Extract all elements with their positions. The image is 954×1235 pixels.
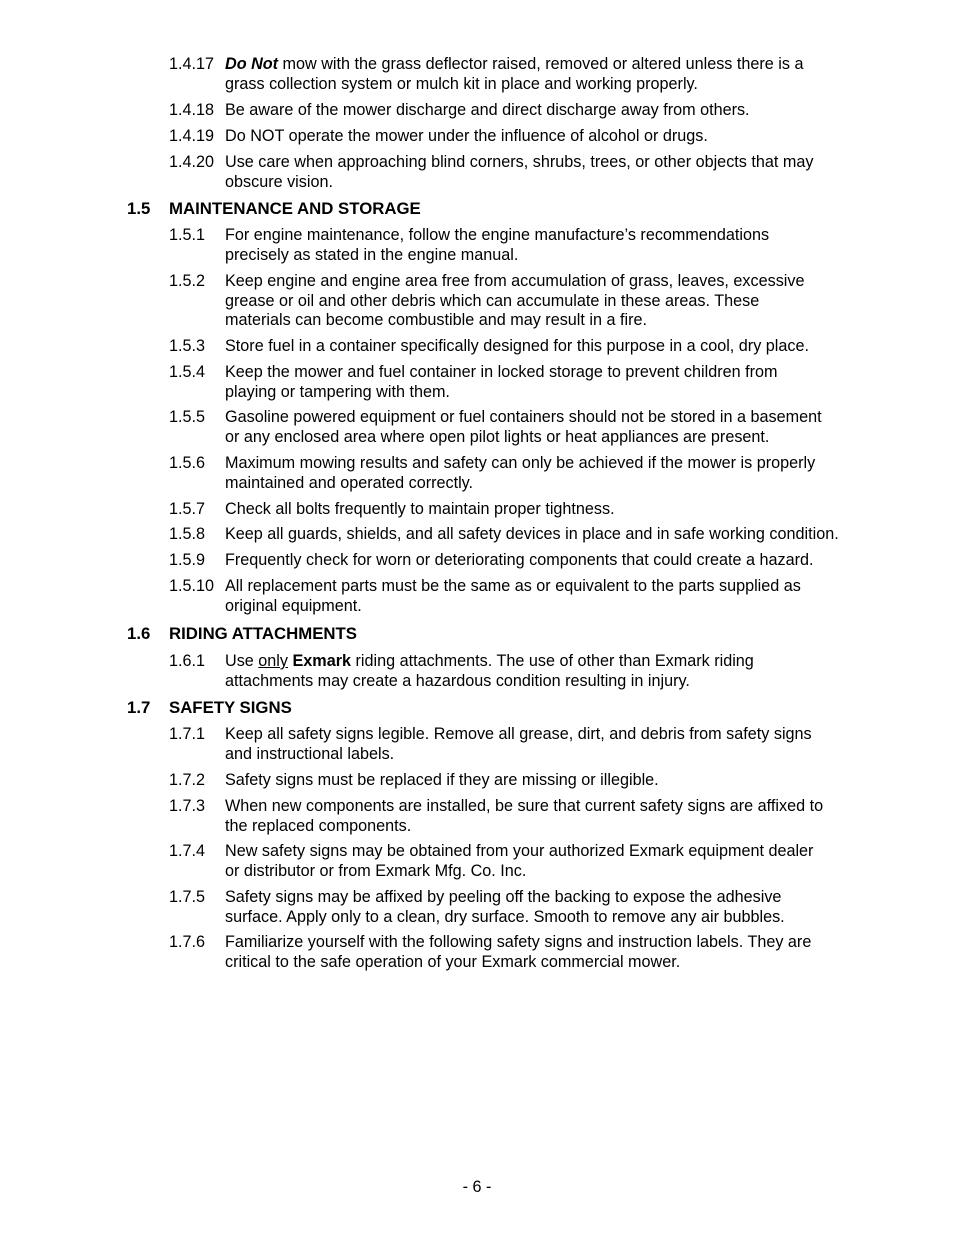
item-number: 1.5.10 xyxy=(169,577,215,595)
item-line-1: Frequently check for worn or deteriorating components that could create a hazard. xyxy=(225,551,814,569)
section-number: 1.6 xyxy=(127,624,151,643)
item-text xyxy=(225,226,915,265)
item-line-2: and instructional labels. xyxy=(225,744,395,763)
item-line-2: original equipment. xyxy=(225,596,362,615)
item-text xyxy=(225,577,915,616)
item-text xyxy=(225,652,915,691)
item-text xyxy=(225,525,915,545)
item-line-2: obscure vision. xyxy=(225,172,333,191)
item-line-3: materials can become combustible and may result in a fire. xyxy=(225,311,647,330)
item-line-1: Familiarize yourself with the following safety signs and instruction labels. They are xyxy=(225,933,812,951)
item-number: 1.6.1 xyxy=(169,652,206,670)
item-text xyxy=(225,551,915,571)
brand-exmark: Exmark xyxy=(292,652,351,670)
item-line-1: Keep all guards, shields, and all safety devices in place and in safe working condition. xyxy=(225,525,839,543)
item-number: 1.4.17 xyxy=(169,55,215,73)
item-line-2: surface. Apply only to a clean, dry surface. Smooth to remove any air bubbles. xyxy=(225,907,785,926)
item-number: 1.5.7 xyxy=(169,500,206,518)
item-line-1: When new components are installed, be sure that current safety signs are affixed to xyxy=(225,797,824,815)
item-number: 1.5.6 xyxy=(169,454,206,472)
item-line-1: Be aware of the mower discharge and direct discharge away from others. xyxy=(225,101,750,119)
item-line-1: mow with the grass deflector raised, removed or altered unless there is a xyxy=(278,55,804,73)
item-line-1: Safety signs may be affixed by peeling off the backing to expose the adhesive xyxy=(225,888,782,906)
item-line-1-rest: riding attachments. The use of other than Exmark riding xyxy=(351,652,754,670)
item-text xyxy=(225,153,915,192)
item-number: 1.7.1 xyxy=(169,725,206,743)
item-number: 1.4.19 xyxy=(169,127,215,145)
item-line-1: For engine maintenance, follow the engine manufacture’s recommendations xyxy=(225,226,770,244)
item-text xyxy=(225,127,915,147)
item-line-1: Do NOT operate the mower under the influence of alcohol or drugs. xyxy=(225,127,708,145)
page-number: - 6 - xyxy=(462,1178,492,1196)
item-number: 1.5.4 xyxy=(169,363,206,381)
item-number: 1.4.20 xyxy=(169,153,215,171)
item-text xyxy=(225,725,915,764)
item-text xyxy=(225,55,915,94)
item-text xyxy=(225,500,915,520)
item-line-2: or distributor or from Exmark Mfg. Co. Inc. xyxy=(225,861,527,880)
item-line-2: maintained and operated correctly. xyxy=(225,473,474,492)
item-line-2: critical to the safe operation of your Exmark commercial mower. xyxy=(225,952,681,971)
item-number: 1.5.1 xyxy=(169,226,206,244)
item-number: 1.7.6 xyxy=(169,933,206,951)
item-text xyxy=(225,101,915,121)
item-line-1: Gasoline powered equipment or fuel containers should not be stored in a basement xyxy=(225,408,822,426)
item-text xyxy=(225,363,915,402)
item-line-1: Keep all safety signs legible. Remove all grease, dirt, and debris from safety signs xyxy=(225,725,812,743)
item-number: 1.7.5 xyxy=(169,888,206,906)
item-line-1: Check all bolts frequently to maintain proper tightness. xyxy=(225,500,615,518)
item-number: 1.7.4 xyxy=(169,842,206,860)
item-number: 1.5.3 xyxy=(169,337,206,355)
item-line-2: or any enclosed area where open pilot lights or heat appliances are present. xyxy=(225,427,770,446)
item-text xyxy=(225,454,915,493)
item-line-2: attachments may create a hazardous condition resulting in injury. xyxy=(225,671,690,690)
item-line-1: Store fuel in a container specifically designed for this purpose in a cool, dry place. xyxy=(225,337,809,355)
item-text xyxy=(225,933,915,972)
item-text xyxy=(225,272,915,331)
item-number: 1.7.3 xyxy=(169,797,206,815)
section-title: RIDING ATTACHMENTS xyxy=(169,624,357,643)
emphasis-do-not: Do Not xyxy=(225,55,279,73)
item-line-2: the replaced components. xyxy=(225,816,412,835)
item-line-2: grease or oil and other debris which can accumulate in these areas. These xyxy=(225,291,760,310)
item-line-1-pre: Use xyxy=(225,652,259,670)
item-number: 1.7.2 xyxy=(169,771,206,789)
item-text xyxy=(225,337,915,357)
section-title: MAINTENANCE AND STORAGE xyxy=(169,199,421,218)
section-number: 1.7 xyxy=(127,698,151,717)
item-text xyxy=(225,771,915,791)
item-number: 1.5.2 xyxy=(169,272,206,290)
emphasis-only: only xyxy=(258,652,288,670)
item-line-1: Keep the mower and fuel container in locked storage to prevent children from xyxy=(225,363,778,381)
item-line-1: New safety signs may be obtained from your authorized Exmark equipment dealer xyxy=(225,842,814,860)
item-line-2: grass collection system or mulch kit in place and working properly. xyxy=(225,74,698,93)
section-title: SAFETY SIGNS xyxy=(169,698,292,717)
item-line-1: All replacement parts must be the same as or equivalent to the parts supplied as xyxy=(225,577,801,595)
item-line-2: playing or tampering with them. xyxy=(225,382,450,401)
item-line-1: Keep engine and engine area free from accumulation of grass, leaves, excessive xyxy=(225,272,805,290)
section-number: 1.5 xyxy=(127,199,151,218)
item-line-1: Maximum mowing results and safety can only be achieved if the mower is properly xyxy=(225,454,816,472)
item-line-2: precisely as stated in the engine manual. xyxy=(225,245,519,264)
item-line-1: Use care when approaching blind corners, shrubs, trees, or other objects that may xyxy=(225,153,814,171)
item-text xyxy=(225,842,915,881)
item-line-1: Safety signs must be replaced if they are missing or illegible. xyxy=(225,771,659,789)
item-number: 1.5.9 xyxy=(169,551,206,569)
item-number: 1.5.5 xyxy=(169,408,206,426)
item-number: 1.4.18 xyxy=(169,101,215,119)
item-text xyxy=(225,797,915,836)
item-text xyxy=(225,888,915,927)
item-text xyxy=(225,408,915,447)
item-number: 1.5.8 xyxy=(169,525,206,543)
